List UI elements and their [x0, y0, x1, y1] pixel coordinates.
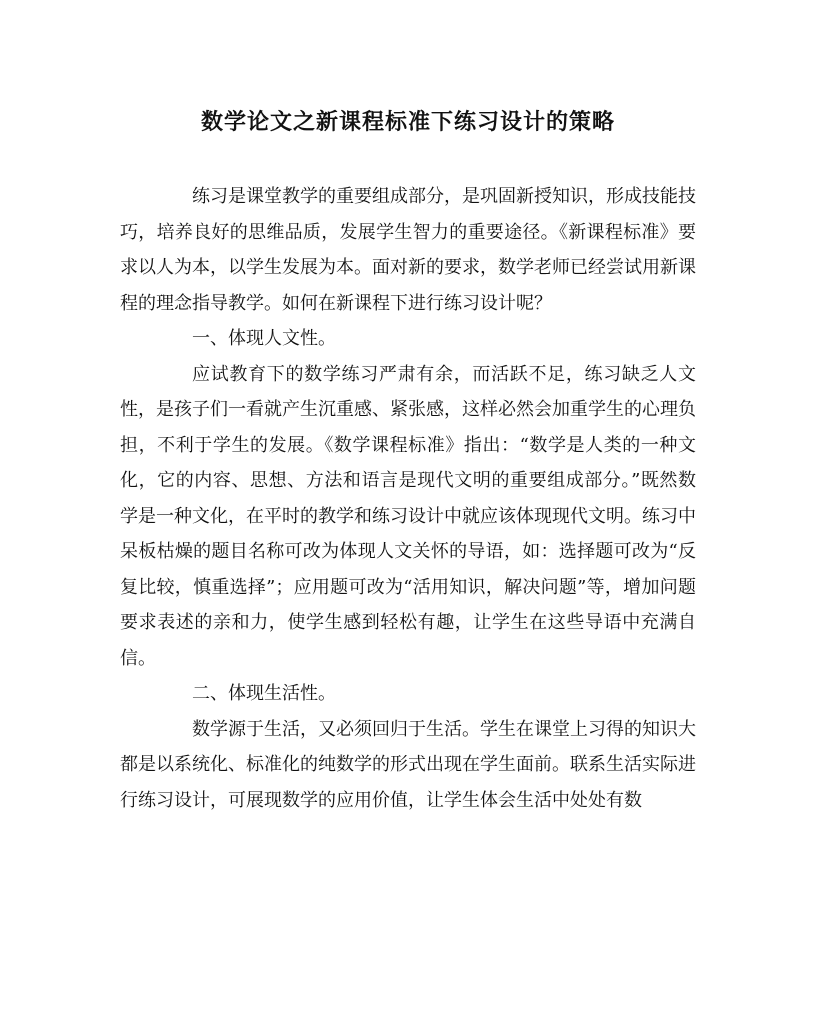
paragraph-life: 数学源于生活，又必须回归于生活。学生在课堂上习得的知识大都是以系统化、标准化的纯数学的形式出现在学生面前。联系生活实际进行练习设计，可展现数学的应用价值，让学生体会生活中处处有数 [120, 718, 696, 811]
document-body [120, 179, 696, 818]
paragraph-intro: 练习是课堂教学的重要组成部分，是巩固新授知识，形成技能技巧，培养良好的思维品质，发展学生智力的重要途径。《新课程标准》要求以人为本，以学生发展为本。面对新的要求，数学老师已经尝试用新课程的理念指导教学。如何在新课程下进行练习设计呢？ [120, 186, 696, 314]
document-title: 数学论文之新课程标准下练习设计的策略 [200, 109, 615, 135]
paragraph-humanistic: 应试教育下的数学练习严肃有余，而活跃不足，练习缺乏人文性，是孩子们一看就产生沉重感、紧张感，这样必然会加重学生的心理负担，不利于学生的发展。《数学课程标准》指出：“数学是人类的一种文化，它的内容、思想、方法和语言是现代文明的重要组成部分。”既然数学是一种文化，在平时的教学和练习设计中就应该体现现代文明。练习中呆板枯燥的题目名称可改为体现人文关怀的导语，如：选择题可改为“反复比较，慎重选择”；应用题可改为“活用知识，解决问题”等，增加问题要求表述的亲和力，使学生感到轻松有趣，让学生在这些导语中充满自信。 [120, 363, 696, 669]
section-heading-life: 二、体现生活性。 [192, 683, 336, 704]
section-heading-humanistic: 一、体现人文性。 [192, 328, 336, 349]
